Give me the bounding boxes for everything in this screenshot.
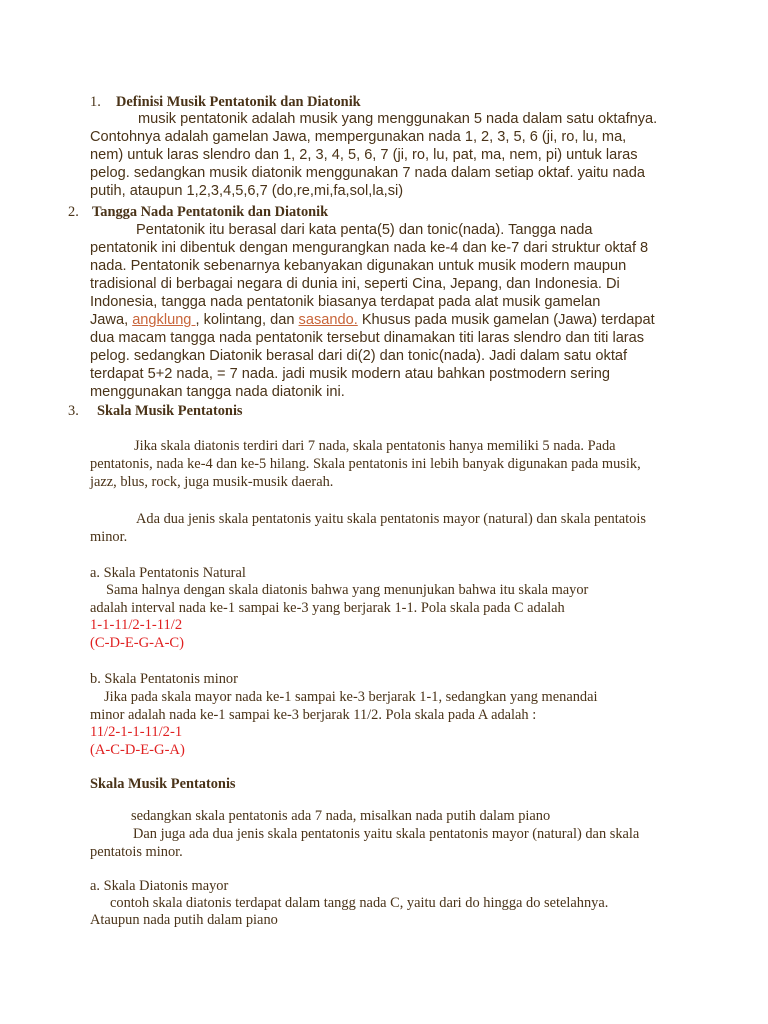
text-span: Jawa,	[90, 312, 133, 328]
text-span: , kolintang, dan	[195, 312, 299, 328]
section-2-line: dua macam tangga nada pentatonik tersebut dinamakan titi laras slendro dan titi laras	[90, 330, 645, 346]
paragraph-line: pentatois minor.	[90, 844, 183, 860]
section-1-line: pelog. sedangkan musik diatonik menggunakan 7 nada dalam setiap oktaf. yaitu nada	[90, 165, 645, 181]
section-3-number: 3.	[68, 403, 79, 419]
section-2-line: pelog. sedangkan Diatonik berasal dari di(2) dan tonic(nada). Jadi dalam satu oktaf	[90, 348, 628, 364]
paragraph-line: jazz, blus, rock, juga musik-musik daerah.	[90, 474, 334, 490]
paragraph-line: sedangkan skala pentatonis ada 7 nada, misalkan nada putih dalam piano	[131, 808, 551, 824]
subsection-line: Sama halnya dengan skala diatonis bahwa yang menunjukan bahwa itu skala mayor	[106, 582, 589, 598]
paragraph-line: minor.	[90, 529, 128, 545]
section-1-heading: Definisi Musik Pentatonik dan Diatonik	[116, 94, 361, 110]
subsection-title: b. Skala Pentatonis minor	[90, 671, 238, 687]
section-2-number: 2.	[68, 204, 79, 220]
subsection-line: Ataupun nada putih dalam piano	[90, 912, 278, 928]
subsection-line: Jika pada skala mayor nada ke-1 sampai ke-3 berjarak 1-1, sedangkan yang menandai	[104, 689, 598, 705]
section-1-line: Contohnya adalah gamelan Jawa, mempergunakan nada 1, 2, 3, 5, 6 (ji, ro, lu, ma,	[90, 129, 627, 145]
section-1-number: 1.	[90, 94, 101, 110]
scale-pattern: 1-1-11/2-1-11/2	[90, 617, 183, 633]
paragraph-line: Jika skala diatonis terdiri dari 7 nada, skala pentatonis hanya memiliki 5 nada. Pada	[134, 438, 616, 454]
subsection-title: a. Skala Diatonis mayor	[90, 878, 229, 894]
section-2-line: nada. Pentatonik sebenarnya kebanyakan digunakan untuk musik modern maupun	[90, 258, 627, 274]
angklung-link[interactable]: angklung	[132, 312, 196, 328]
section-2-line: terdapat 5+2 nada, = 7 nada. jadi musik modern atau bahkan postmodern sering	[90, 366, 611, 382]
section-1-line: nem) untuk laras slendro dan 1, 2, 3, 4, 5, 6, 7 (ji, ro, lu, pat, ma, nem, pi) untuk laras	[90, 147, 638, 163]
section-2-heading: Tangga Nada Pentatonik dan Diatonik	[92, 204, 329, 220]
section-2-line: menggunakan tangga nada diatonik ini.	[90, 384, 345, 400]
subsection-line: adalah interval nada ke-1 sampai ke-3 yang berjarak 1-1. Pola skala pada C adalah	[90, 600, 565, 616]
section-1-line: putih, ataupun 1,2,3,4,5,6,7 (do,re,mi,fa,sol,la,si)	[90, 183, 404, 199]
section-3-heading: Skala Musik Pentatonis	[97, 403, 243, 419]
section-2-jawa-line	[90, 312, 655, 328]
section-heading: Skala Musik Pentatonis	[90, 776, 236, 792]
section-2-line: pentatonik ini dibentuk dengan mengurangkan nada ke-4 dan ke-7 dari struktur oktaf 8	[90, 240, 649, 256]
section-2-line: Pentatonik itu berasal dari kata penta(5) dan tonic(nada). Tangga nada	[136, 222, 593, 238]
paragraph-line: Dan juga ada dua jenis skala pentatonis yaitu skala pentatonis mayor (natural) dan skala	[133, 826, 640, 842]
scale-notes: (A-C-D-E-G-A)	[90, 742, 185, 758]
subsection-line: minor adalah nada ke-1 sampai ke-3 berjarak 11/2. Pola skala pada A adalah :	[90, 707, 537, 723]
section-1-line: musik pentatonik adalah musik yang menggunakan 5 nada dalam satu oktafnya.	[138, 111, 658, 127]
sasando-link[interactable]: sasando.	[298, 312, 358, 328]
subsection-title: a. Skala Pentatonis Natural	[90, 565, 246, 581]
section-2-line: tradisional di berbagai negara di dunia ini, seperti Cina, Jepang, dan Indonesia. Di	[90, 276, 620, 292]
section-2-line: Indonesia, tangga nada pentatonik biasanya terdapat pada alat musik gamelan	[90, 294, 601, 310]
paragraph-line: Ada dua jenis skala pentatonis yaitu skala pentatonis mayor (natural) dan skala pentatois	[136, 511, 646, 527]
scale-pattern: 11/2-1-1-11/2-1	[90, 724, 183, 740]
text-span: Khusus pada musik gamelan (Jawa) terdapat	[357, 312, 655, 328]
subsection-line: contoh skala diatonis terdapat dalam tangg nada C, yaitu dari do hingga do setelahnya.	[110, 895, 609, 911]
scale-notes: (C-D-E-G-A-C)	[90, 635, 185, 651]
paragraph-line: pentatonis, nada ke-4 dan ke-5 hilang. Skala pentatonis ini lebih banyak digunakan pada musik,	[90, 456, 641, 472]
